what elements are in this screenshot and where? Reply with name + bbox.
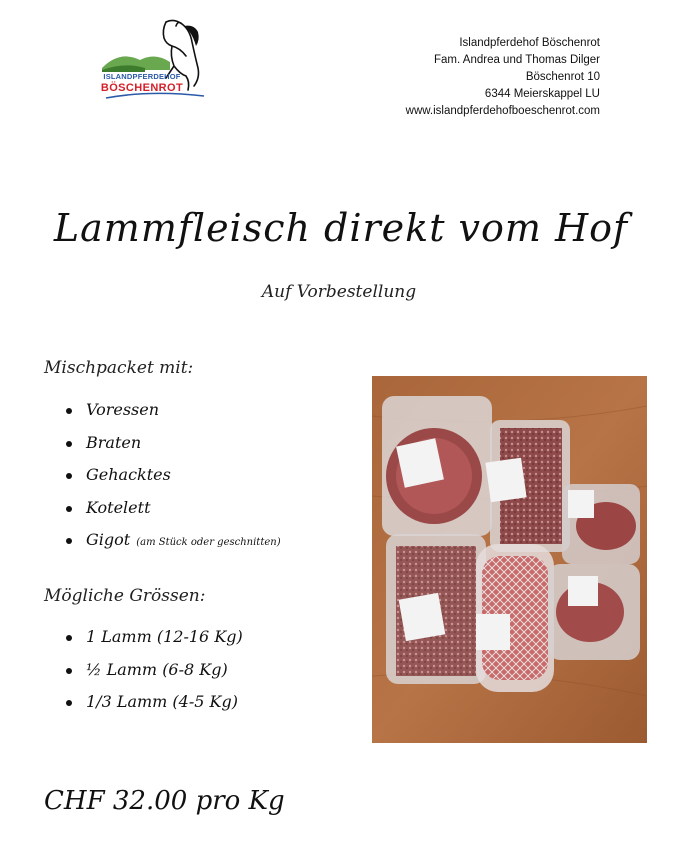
meat-photo — [372, 376, 647, 743]
address-name: Islandpferdehof Böschenrot — [459, 37, 600, 49]
logo-text-name: BÖSCHENROT — [100, 82, 184, 94]
list-item-label: Gehacktes — [86, 465, 171, 484]
list-item-label: Voressen — [86, 400, 160, 419]
price-label: CHF 32.00 pro Kg — [44, 786, 285, 816]
farm-logo — [100, 16, 212, 104]
list-item — [60, 660, 243, 693]
list-item — [60, 530, 281, 563]
logo-text-top: ISLANDPFERDEHOF — [103, 72, 181, 81]
list-item-label: Kotelett — [86, 497, 151, 517]
address-city: 6344 Meierskappel LU — [484, 88, 600, 100]
list-item — [60, 465, 281, 498]
list-item-label: ½ Lamm (6-8 Kg) — [86, 659, 228, 679]
mix-list — [60, 400, 281, 563]
page-title: Lammfleisch direkt vom Hof — [53, 206, 629, 250]
list-item — [60, 400, 281, 433]
gigot-note: (am Stück oder geschnitten) — [136, 537, 281, 548]
mix-heading: Mischpacket mit: — [44, 358, 194, 378]
list-item-label: Braten — [86, 432, 142, 452]
address-family: Fam. Andrea und Thomas Dilger — [434, 54, 600, 66]
sizes-heading: Mögliche Grössen: — [44, 586, 206, 606]
list-item — [60, 627, 243, 660]
address-block — [406, 35, 600, 120]
address-street: Böschenrot 10 — [525, 71, 600, 83]
list-item-label: Gigot — [86, 530, 131, 549]
list-item-label: 1 Lamm (12-16 Kg) — [86, 627, 243, 646]
list-item — [60, 692, 243, 725]
sizes-list — [60, 627, 243, 725]
list-item — [60, 498, 281, 531]
meat-packages-image — [372, 376, 647, 743]
page-subtitle: Auf Vorbestellung — [261, 282, 417, 302]
list-item — [60, 433, 281, 466]
address-website: www.islandpferdehofboeschenrot.com — [405, 105, 600, 117]
list-item-label: 1/3 Lamm (4-5 Kg) — [86, 692, 238, 711]
